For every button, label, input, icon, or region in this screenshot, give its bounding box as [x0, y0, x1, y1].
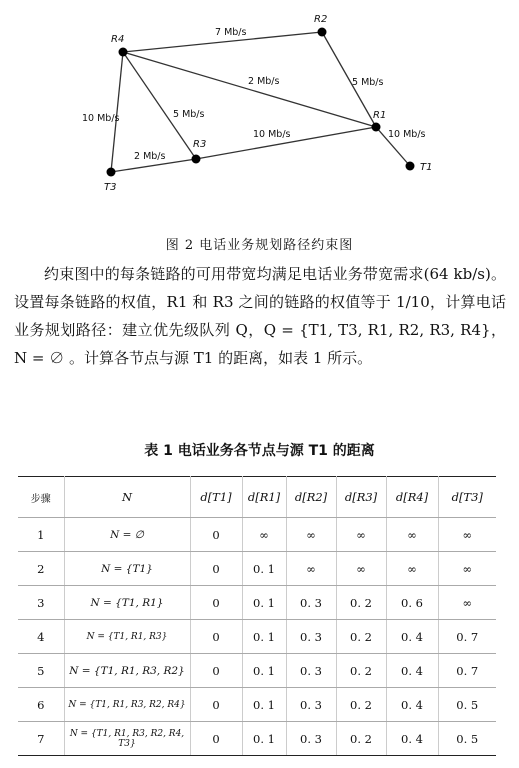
node-r1	[372, 123, 381, 132]
header-d-r4: d[R4]	[386, 477, 438, 518]
node-r3	[192, 155, 201, 164]
cell-d-r4: 0. 4	[386, 654, 438, 688]
link-label-r3-r1: 10 Mb/s	[253, 129, 291, 140]
node-t1	[406, 162, 415, 171]
link-label-r1-t1: 10 Mb/s	[388, 129, 426, 140]
cell-n: N = {T1, R1, R3, R2}	[64, 654, 190, 688]
cell-d-r4: ∞	[386, 552, 438, 586]
cell-d-r2: 0. 3	[286, 620, 336, 654]
node-r4	[119, 48, 128, 57]
header-d-r1: d[R1]	[242, 477, 286, 518]
cell-n: N = {T1, R1}	[64, 586, 190, 620]
cell-d-r2: 0. 3	[286, 654, 336, 688]
cell-n: N = {T1}	[64, 552, 190, 586]
node-label-t1: T1	[420, 162, 433, 173]
header-d-t3: d[T3]	[438, 477, 496, 518]
link-label-r4-r3: 5 Mb/s	[173, 109, 205, 120]
link-label-t3-r3: 2 Mb/s	[134, 151, 166, 162]
cell-step: 6	[18, 688, 64, 722]
cell-d-r1: ∞	[242, 518, 286, 552]
cell-d-r4: 0. 4	[386, 722, 438, 756]
link-r4-t3	[111, 52, 123, 172]
link-label-r4-r1: 2 Mb/s	[248, 76, 280, 87]
cell-d-r3: 0. 2	[336, 620, 386, 654]
cell-step: 7	[18, 722, 64, 756]
cell-d-r1: 0. 1	[242, 552, 286, 586]
table-title: 表 1 电话业务各节点与源 T1 的距离	[144, 443, 375, 459]
cell-d-r2: ∞	[286, 518, 336, 552]
cell-d-t3: ∞	[438, 586, 496, 620]
cell-step: 1	[18, 518, 64, 552]
cell-d-r3: 0. 2	[336, 586, 386, 620]
cell-d-r1: 0. 1	[242, 654, 286, 688]
cell-d-r3: ∞	[336, 518, 386, 552]
node-label-r3: R3	[193, 139, 207, 150]
table-header-row	[18, 477, 496, 518]
cell-step: 5	[18, 654, 64, 688]
link-r4-r1	[123, 52, 376, 127]
node-t3	[107, 168, 116, 177]
cell-d-t1: 0	[190, 586, 242, 620]
cell-d-t1: 0	[190, 620, 242, 654]
cell-d-r1: 0. 1	[242, 620, 286, 654]
cell-d-r3: 0. 2	[336, 688, 386, 722]
cell-d-t3: ∞	[438, 552, 496, 586]
cell-d-r3: 0. 2	[336, 722, 386, 756]
cell-n: N = {T1, R1, R3}	[64, 620, 190, 654]
cell-n: N = {T1, R1, R3, R2, R4}	[64, 688, 190, 722]
link-label-r4-r2: 7 Mb/s	[215, 27, 247, 38]
node-r2	[318, 28, 327, 37]
cell-d-t3: 0. 5	[438, 688, 496, 722]
cell-d-t1: 0	[190, 654, 242, 688]
link-r4-r3	[123, 52, 196, 159]
cell-d-t3: 0. 7	[438, 654, 496, 688]
figure-caption: 图 2 电话业务规划路径约束图	[165, 238, 354, 253]
cell-d-r3: ∞	[336, 552, 386, 586]
distance-table	[18, 476, 496, 756]
cell-d-t1: 0	[190, 722, 242, 756]
node-label-t3: T3	[104, 182, 117, 193]
cell-d-r2: 0. 3	[286, 586, 336, 620]
cell-d-r4: 0. 6	[386, 586, 438, 620]
node-label-r4: R4	[111, 34, 125, 45]
table-row	[18, 552, 496, 586]
node-label-r1: R1	[373, 110, 387, 121]
cell-step: 2	[18, 552, 64, 586]
cell-d-t3: 0. 5	[438, 722, 496, 756]
cell-d-r1: 0. 1	[242, 586, 286, 620]
cell-d-t1: 0	[190, 518, 242, 552]
cell-d-r4: 0. 4	[386, 620, 438, 654]
body-text: 约束图中的每条链路的可用带宽均满足电话业务带宽需求(64 kb/s)。设置每条链路的权值，R1 和 R3 之间的链路的权值等于 1/10，计算电话业务规划路径：建立优先级队列 Q，Q = {T1, T3, R1, R2, R3, R4}，N = ∅ 。计算各节点与源 T1 的距离，如表 1 所示。	[14, 265, 506, 367]
cell-d-r1: 0. 1	[242, 722, 286, 756]
node-label-r2: R2	[314, 14, 328, 25]
table-row	[18, 688, 496, 722]
cell-d-r4: ∞	[386, 518, 438, 552]
cell-d-r2: ∞	[286, 552, 336, 586]
link-label-r4-t3: 10 Mb/s	[82, 113, 120, 124]
cell-d-r4: 0. 4	[386, 688, 438, 722]
header-step: 步骤	[18, 477, 64, 518]
header-d-r3: d[R3]	[336, 477, 386, 518]
cell-d-t3: 0. 7	[438, 620, 496, 654]
cell-step: 3	[18, 586, 64, 620]
table-row	[18, 722, 496, 756]
cell-d-t1: 0	[190, 552, 242, 586]
cell-d-t1: 0	[190, 688, 242, 722]
cell-d-r2: 0. 3	[286, 722, 336, 756]
network-diagram	[0, 0, 519, 230]
cell-n: N = ∅	[64, 518, 190, 552]
link-label-r2-r1: 5 Mb/s	[352, 77, 384, 88]
cell-n: N = {T1, R1, R3, R2, R4, T3}	[64, 722, 190, 756]
body-paragraph	[14, 260, 506, 372]
table-row	[18, 654, 496, 688]
cell-step: 4	[18, 620, 64, 654]
cell-d-r2: 0. 3	[286, 688, 336, 722]
cell-d-t3: ∞	[438, 518, 496, 552]
header-d-r2: d[R2]	[286, 477, 336, 518]
cell-d-r1: 0. 1	[242, 688, 286, 722]
table-row	[18, 518, 496, 552]
table-row	[18, 620, 496, 654]
header-d-t1: d[T1]	[190, 477, 242, 518]
cell-d-r3: 0. 2	[336, 654, 386, 688]
header-n: N	[64, 477, 190, 518]
table-row	[18, 586, 496, 620]
